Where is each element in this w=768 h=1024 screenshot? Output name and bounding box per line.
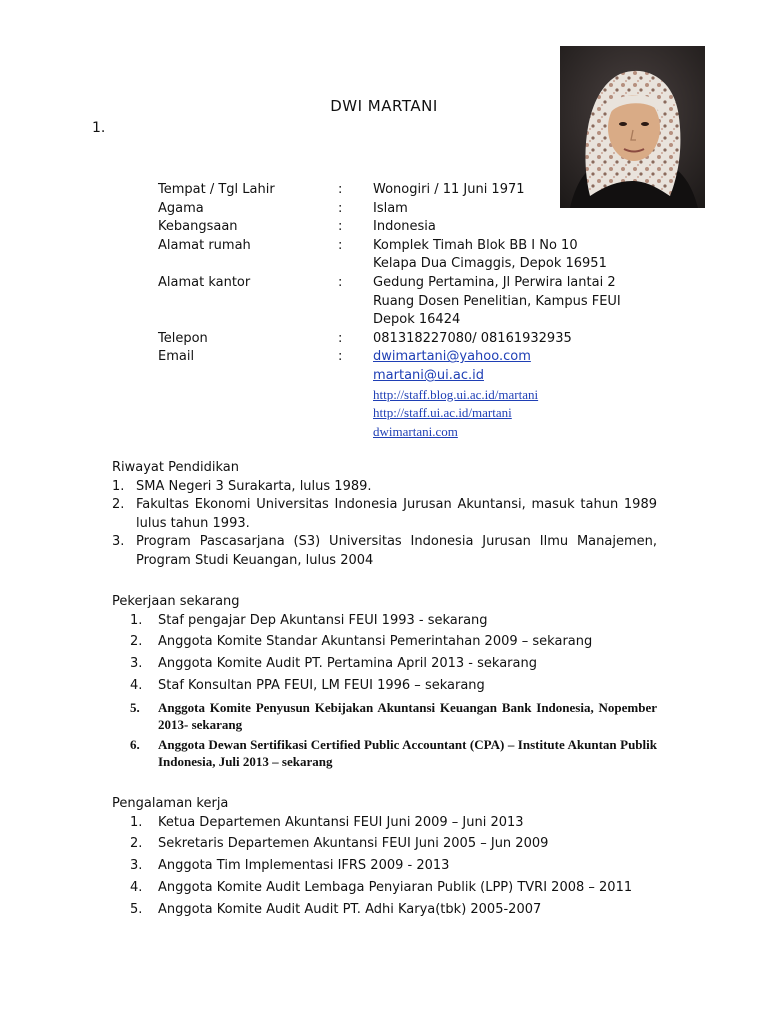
experience-section [112, 795, 657, 923]
item-number: 2. [112, 497, 125, 513]
education-section [112, 459, 657, 571]
item-text: Anggota Dewan Sertifikasi Certified Public Accountant (CPA) – Institute Akuntan Publik Indonesia, Juli 2013 – sekarang [158, 737, 657, 770]
info-label: Email [158, 349, 195, 365]
info-colon: : [338, 237, 343, 253]
info-colon: : [338, 349, 343, 365]
section-heading: Riwayat Pendidikan [112, 460, 239, 475]
list-item [112, 478, 657, 497]
section-heading: Pekerjaan sekarang [112, 594, 240, 609]
list-item [130, 655, 657, 674]
info-row-email [158, 348, 673, 441]
item-number: 3. [130, 656, 143, 672]
info-label: Kebangsaan [158, 219, 238, 235]
item-number: 3. [130, 858, 143, 874]
item-text: Anggota Komite Penyusun Kebijakan Akuntansi Keuangan Bank Indonesia, Nopember 2013- sekarang [158, 700, 657, 733]
item-text: Staf Konsultan PPA FEUI, LM FEUI 1996 – sekarang [158, 678, 485, 694]
item-text: Program Pascasarjana (S3) Universitas Indonesia Jurusan Ilmu Manajemen, Program Studi Keuangan, lulus 2004 [136, 534, 657, 568]
info-label: Tempat / Tgl Lahir [158, 182, 275, 197]
info-label: Telepon [158, 330, 208, 346]
item-number: 3. [112, 534, 125, 550]
personal-info-table [158, 181, 673, 441]
website-link[interactable]: http://staff.ui.ac.id/martani [373, 405, 512, 421]
current-jobs-list [112, 612, 657, 771]
list-item [130, 814, 657, 833]
item-number: 1. [130, 612, 143, 628]
list-item [130, 736, 657, 770]
info-row-religion [158, 200, 673, 219]
item-number: 2. [130, 836, 143, 852]
info-value: Depok 16424 [373, 312, 461, 328]
info-value: Islam [373, 200, 408, 216]
info-row-home-address [158, 237, 673, 274]
info-row-nationality [158, 218, 673, 237]
item-text: Anggota Komite Audit Audit PT. Adhi Karya(tbk) 2005-2007 [158, 902, 542, 918]
item-number: 1. [130, 814, 143, 830]
current-jobs-section [112, 593, 657, 774]
item-text: Anggota Komite Audit Lembaga Penyiaran Publik (LPP) TVRI 2008 – 2011 [158, 880, 633, 896]
education-list [112, 478, 657, 571]
item-number: 5. [130, 700, 140, 716]
experience-list [112, 814, 657, 920]
website-link[interactable]: http://staff.blog.ui.ac.id/martani [373, 386, 539, 402]
info-row-birth [158, 181, 673, 200]
item-number: 2. [130, 634, 143, 650]
section-number: 1. [92, 120, 106, 136]
list-item [130, 699, 657, 733]
info-colon: : [338, 182, 343, 197]
info-value: Gedung Pertamina, Jl Perwira lantai 2 [373, 274, 616, 290]
info-value: Indonesia [373, 219, 436, 235]
item-text: Sekretaris Departemen Akuntansi FEUI Juni 2005 – Jun 2009 [158, 836, 549, 852]
info-value: Kelapa Dua Cimaggis, Depok 16951 [373, 256, 607, 272]
item-number: 4. [130, 678, 143, 694]
info-row-office-address [158, 274, 673, 330]
info-label: Agama [158, 200, 204, 216]
email-link[interactable]: martani@ui.ac.id [373, 367, 484, 383]
website-link[interactable]: dwimartani.com [373, 423, 458, 439]
info-colon: : [338, 330, 343, 346]
list-item [130, 879, 657, 898]
info-label: Alamat kantor [158, 274, 251, 290]
list-item [130, 835, 657, 854]
list-item [130, 633, 657, 652]
info-value: 081318227080/ 08161932935 [373, 330, 572, 346]
info-label: Alamat rumah [158, 237, 251, 253]
item-number: 4. [130, 880, 143, 896]
item-text: Anggota Komite Standar Akuntansi Pemerintahan 2009 – sekarang [158, 634, 593, 650]
item-text: Ketua Departemen Akuntansi FEUI Juni 2009 – Juni 2013 [158, 814, 524, 830]
info-colon: : [338, 219, 343, 235]
info-value: Komplek Timah Blok BB I No 10 [373, 237, 578, 253]
list-item [130, 901, 657, 920]
info-row-phone [158, 330, 673, 349]
list-item [130, 677, 657, 696]
list-item [112, 496, 657, 533]
item-number: 1. [112, 478, 125, 494]
email-link[interactable]: dwimartani@yahoo.com [373, 349, 531, 365]
list-item [130, 857, 657, 876]
item-text: Fakultas Ekonomi Universitas Indonesia Jurusan Akuntansi, masuk tahun 1989 lulus tahun 1993. [136, 497, 657, 531]
item-text: SMA Negeri 3 Surakarta, lulus 1989. [136, 478, 372, 494]
section-heading: Pengalaman kerja [112, 796, 229, 811]
info-value: Ruang Dosen Penelitian, Kampus FEUI [373, 293, 621, 309]
item-number: 6. [130, 737, 140, 753]
item-text: Staf pengajar Dep Akuntansi FEUI 1993 - sekarang [158, 612, 488, 628]
info-value: Wonogiri / 11 Juni 1971 [373, 182, 525, 197]
list-item [130, 612, 657, 631]
item-text: Anggota Komite Audit PT. Pertamina April 2013 - sekarang [158, 656, 537, 672]
info-colon: : [338, 274, 343, 290]
list-item [112, 533, 657, 570]
item-text: Anggota Tim Implementasi IFRS 2009 - 2013 [158, 858, 450, 874]
info-colon: : [338, 200, 343, 216]
cv-name-title: DWI MARTANI [330, 97, 438, 115]
item-number: 5. [130, 902, 143, 918]
